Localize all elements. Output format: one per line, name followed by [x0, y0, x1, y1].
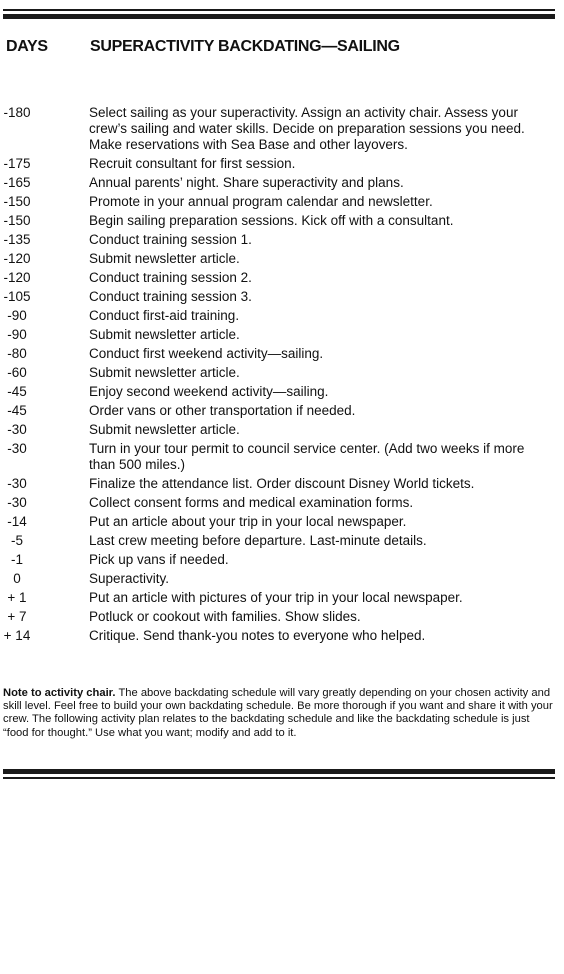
schedule-day: -120 [3, 270, 31, 285]
schedule-row [0, 476, 564, 492]
top-rule-thick [3, 14, 555, 19]
schedule-day: -165 [3, 175, 31, 190]
schedule-day: + 14 [3, 628, 31, 643]
schedule-day: -120 [3, 251, 31, 266]
schedule-text: Promote in your annual program calendar and newsletter. [89, 194, 433, 209]
schedule-row [0, 590, 564, 606]
schedule-day: -30 [7, 422, 27, 437]
schedule-day: -30 [7, 441, 27, 456]
schedule-row [0, 514, 564, 530]
schedule-day: + 1 [7, 590, 27, 605]
schedule-text: Conduct first weekend activity—sailing. [89, 346, 324, 361]
schedule-text: Submit newsletter article. [89, 422, 240, 437]
schedule-day: -105 [3, 289, 31, 304]
note-label: Note to activity chair. [3, 687, 116, 699]
schedule-day: -135 [3, 232, 31, 247]
schedule-text: Critique. Send thank-you notes to everyone who helped. [89, 628, 426, 643]
bottom-rule-thin [3, 777, 555, 779]
schedule-day: -80 [7, 346, 27, 361]
schedule-day: -45 [7, 403, 27, 418]
schedule-row [0, 552, 564, 568]
schedule-text: Conduct first-aid training. [89, 308, 240, 323]
schedule-day: -30 [7, 495, 27, 510]
schedule-text: Put an article about your trip in your local newspaper. [89, 514, 407, 529]
schedule-row [0, 213, 564, 229]
schedule-row [0, 105, 564, 153]
schedule-row [0, 384, 564, 400]
schedule-row [0, 422, 564, 438]
schedule-day: -180 [3, 105, 31, 120]
days-column-header: DAYS [6, 38, 48, 55]
schedule-day: -5 [10, 533, 23, 548]
schedule-row [0, 327, 564, 343]
schedule-day: -150 [3, 194, 31, 209]
schedule-row [0, 251, 564, 267]
schedule-row [0, 194, 564, 210]
schedule-row [0, 571, 564, 587]
schedule-list [0, 105, 564, 647]
schedule-row [0, 289, 564, 305]
note-text: The above backdating schedule will vary greatly depending on your chosen activity and skill level. Feel free to build your own backdating schedule. Be more thorough if you want and share it with your crew. The following activity plan relates to the backdating schedule and like the backdating schedule is just “food for thought.” Use what you want; modify and add to it. [3, 687, 553, 739]
schedule-text: Conduct training session 1. [89, 232, 252, 247]
schedule-text: Begin sailing preparation sessions. Kick off with a consultant. [89, 213, 454, 228]
schedule-row [0, 346, 564, 362]
schedule-text: Turn in your tour permit to council service center. (Add two weeks if more than 500 miles.) [89, 441, 525, 472]
schedule-day: -90 [7, 327, 27, 342]
schedule-day: -175 [3, 156, 31, 171]
schedule-text: Submit newsletter article. [89, 327, 240, 342]
schedule-text: Finalize the attendance list. Order discount Disney World tickets. [89, 476, 475, 491]
schedule-day: -45 [7, 384, 27, 399]
schedule-row [0, 156, 564, 172]
schedule-day: -60 [7, 365, 27, 380]
schedule-row [0, 495, 564, 511]
schedule-text: Conduct training session 2. [89, 270, 252, 285]
schedule-text: Order vans or other transportation if needed. [89, 403, 356, 418]
schedule-day: -30 [7, 476, 27, 491]
schedule-text: Conduct training session 3. [89, 289, 252, 304]
schedule-text: Enjoy second weekend activity—sailing. [89, 384, 329, 399]
schedule-row [0, 628, 564, 644]
schedule-text: Superactivity. [89, 571, 170, 586]
schedule-row [0, 533, 564, 549]
schedule-row [0, 365, 564, 381]
schedule-row [0, 403, 564, 419]
schedule-row [0, 609, 564, 625]
schedule-row [0, 441, 564, 473]
schedule-row [0, 308, 564, 324]
schedule-text: Put an article with pictures of your trip in your local newspaper. [89, 590, 463, 605]
schedule-row [0, 270, 564, 286]
schedule-text: Last crew meeting before departure. Last-minute details. [89, 533, 427, 548]
activity-chair-note [3, 687, 555, 740]
page-title: SUPERACTIVITY BACKDATING—SAILING [90, 38, 400, 55]
schedule-row [0, 232, 564, 248]
schedule-text: Recruit consultant for first session. [89, 156, 296, 171]
schedule-text: Potluck or cookout with families. Show slides. [89, 609, 361, 624]
schedule-text: Pick up vans if needed. [89, 552, 229, 567]
bottom-rule-thick [3, 769, 555, 774]
schedule-day: -90 [7, 308, 27, 323]
schedule-text: Submit newsletter article. [89, 251, 240, 266]
schedule-text: Annual parents’ night. Share superactivity and plans. [89, 175, 404, 190]
schedule-text: Collect consent forms and medical examination forms. [89, 495, 414, 510]
schedule-day: -150 [3, 213, 31, 228]
schedule-day: 0 [13, 571, 21, 586]
schedule-day: + 7 [7, 609, 27, 624]
schedule-text: Submit newsletter article. [89, 365, 240, 380]
top-rule-thin [3, 9, 555, 11]
schedule-row [0, 175, 564, 191]
schedule-text: Select sailing as your superactivity. Assign an activity chair. Assess your crew’s sailing and water skills. Decide on preparation sessions you need. Make reservations with Sea Base and other layovers. [89, 105, 525, 152]
schedule-day: -14 [7, 514, 27, 529]
schedule-day: -1 [10, 552, 23, 567]
